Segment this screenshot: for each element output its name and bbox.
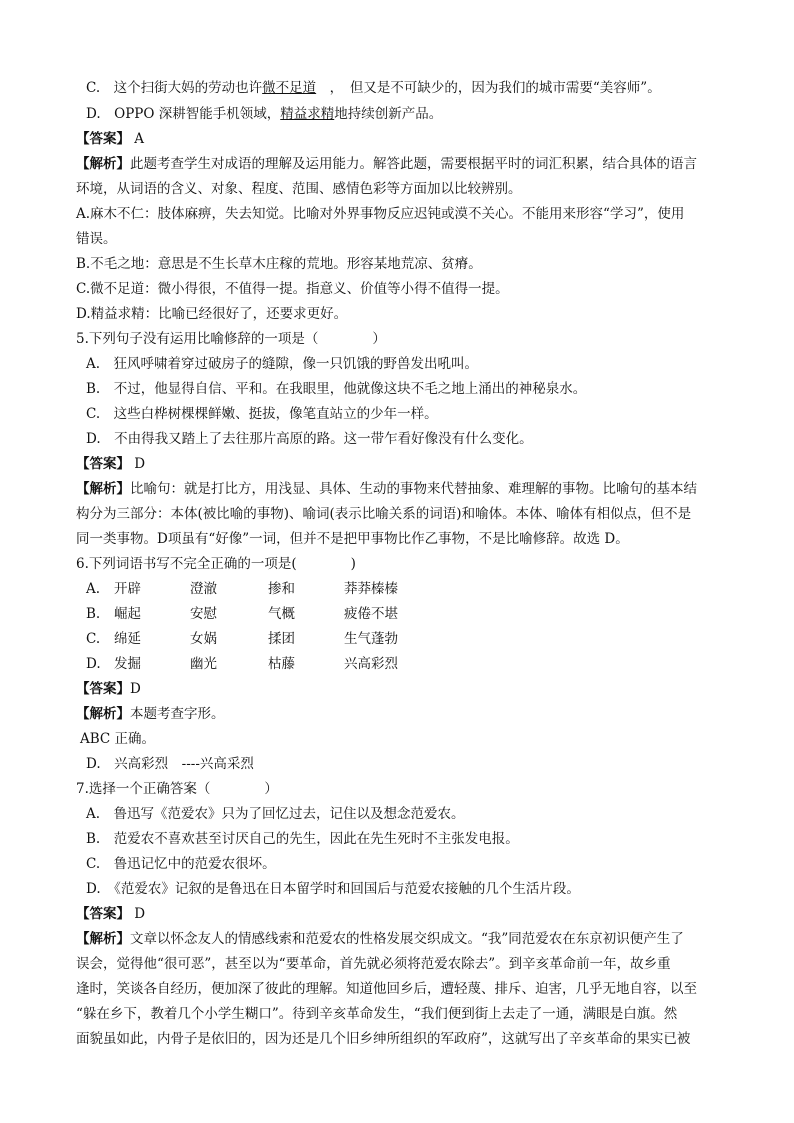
q7-analysis-line-1: 【解析】文章以怀念友人的情感线索和范爱农的性格发展交织成文。“我”同范爱农在东京初识便产生了 xyxy=(76,931,684,947)
q4-option-c: C. 这个扫街大妈的劳动也许微不足道 ， 但又是不可缺少的，因为我们的城市需要“美容师”。 xyxy=(86,80,661,96)
q6-word: 揉团 xyxy=(268,631,295,647)
q7-option-b: B. 范爱农不喜欢甚至讨厌自己的先生，因此在先生死时不主张发电报。 xyxy=(86,831,519,847)
q4-explain-c: C.微不足道：微小得很，不值得一提。指意义、价值等小得不值得一提。 xyxy=(76,281,509,297)
q6-note-2: D. 兴高彩烈 ----兴高采烈 xyxy=(86,756,254,772)
q6-word: 兴高彩烈 xyxy=(344,656,398,672)
q6-word: 莽莽榛榛 xyxy=(344,581,398,597)
q6-row-label: C. xyxy=(86,631,101,647)
q6-word: 安慰 xyxy=(190,606,217,622)
q6-word: 发掘 xyxy=(114,656,141,672)
q6-word: 绵延 xyxy=(114,631,141,647)
q4-analysis-line-1: 【解析】此题考查学生对成语的理解及运用能力。解答此题，需要根据平时的词汇积累，结合具体的语言 xyxy=(76,156,697,172)
q6-word: 崛起 xyxy=(114,606,141,622)
q5-answer: 【答案】 D xyxy=(76,456,146,472)
q6-row-label: A. xyxy=(86,581,101,597)
q4-answer: 【答案】 A xyxy=(76,131,145,147)
q7-analysis-line-5: 面貌虽如此，内骨子是依旧的，因为还是几个旧乡绅所组织的军政府”，这就写出了辛亥革命的果实已被 xyxy=(76,1031,691,1047)
q7-analysis-line-2: 误会，觉得他“很可恶”，甚至以为“要革命，首先就必须将范爱农除去”。到辛亥革命前一年，故乡重 xyxy=(76,956,671,972)
q6-word: 掺和 xyxy=(268,581,295,597)
q6-word: 疲倦不堪 xyxy=(344,606,398,622)
q4-analysis-line-2: 环境，从词语的含义、对象、程度、范围、感情色彩等方面加以比较辨别。 xyxy=(76,181,522,197)
q6-row-label: B. xyxy=(86,606,101,622)
q5-analysis-line-3: 同一类事物。D项虽有“好像”一词，但并不是把甲事物比作乙事物，不是比喻修辞。故选 D。 xyxy=(76,531,629,547)
q5-option-d: D. 不由得我又踏上了去往那片高原的路。这一带乍看好像没有什么变化。 xyxy=(86,431,533,447)
q6-word: 女娲 xyxy=(190,631,217,647)
q4-option-d-idiom: 精益求精 xyxy=(280,106,335,122)
q4-explain-a-2: 错误。 xyxy=(76,231,117,247)
q7-stem: 7.选择一个正确答案（ ） xyxy=(76,781,278,797)
q7-answer: 【答案】 D xyxy=(76,906,146,922)
q7-option-d: D. 《范爱农》记叙的是鲁迅在日本留学时和回国后与范爱农接触的几个生活片段。 xyxy=(86,881,580,897)
q5-option-c: C. 这些白桦树棵棵鲜嫩、挺拔，像笔直站立的少年一样。 xyxy=(86,406,438,422)
q7-option-a: A. 鲁迅写《范爱农》只为了回忆过去，记住以及想念范爱农。 xyxy=(86,806,465,822)
q6-word: 开辟 xyxy=(114,581,141,597)
q6-answer: 【答案】D xyxy=(76,681,141,697)
q7-analysis-line-3: 逢时，笑谈各自经历，便加深了彼此的理解。知道他回乡后，遭轻蔑、排斥、迫害，几乎无地自容，以至 xyxy=(76,981,697,997)
q6-note-1: ABC 正确。 xyxy=(80,731,156,747)
q4-option-c-idiom: 微不足道 xyxy=(262,80,317,96)
q7-analysis-line-4: “躲在乡下，教着几个小学生糊口”。待到辛亥革命发生，“我们便到街上去走了一通，满眼是白旗。然 xyxy=(76,1006,678,1022)
q6-word: 生气蓬勃 xyxy=(344,631,398,647)
q6-row-label: D. xyxy=(86,656,101,672)
q5-option-b: B. 不过，他显得自信、平和。在我眼里，他就像这块不毛之地上涌出的神秘泉水。 xyxy=(86,381,587,397)
q6-word: 澄澈 xyxy=(190,581,217,597)
q4-explain-b: B.不毛之地：意思是不生长草木庄稼的荒地。形容某地荒凉、贫瘠。 xyxy=(76,256,482,272)
q6-word: 气概 xyxy=(268,606,295,622)
q6-word: 幽光 xyxy=(190,656,217,672)
q6-word: 枯藤 xyxy=(268,656,295,672)
q6-stem: 6.下列词语书写不完全正确的一项是( ) xyxy=(76,556,356,572)
q5-stem: 5.下列句子没有运用比喻修辞的一项是（ ） xyxy=(76,331,386,347)
q4-option-d: D. OPPO 深耕智能手机领域，精益求精地持续创新产品。 xyxy=(86,106,443,122)
q7-option-c: C. 鲁迅记忆中的范爱农很坏。 xyxy=(86,856,276,872)
q5-analysis-line-2: 构分为三部分：本体(被比喻的事物)、喻词(表示比喻关系的词语)和喻体。本体、喻体有相似点，但不是 xyxy=(76,506,692,522)
q4-explain-d: D.精益求精：比喻已经很好了，还要求更好。 xyxy=(76,306,348,322)
q4-explain-a-1: A.麻木不仁：肢体麻痹，失去知觉。比喻对外界事物反应迟钝或漠不关心。不能用来形容“学习”，使用 xyxy=(76,206,685,222)
q5-option-a: A. 狂风呼啸着穿过破房子的缝隙，像一只饥饿的野兽发出吼叫。 xyxy=(86,356,479,372)
q5-analysis-line-1: 【解析】比喻句：就是打比方，用浅显、具体、生动的事物来代替抽象、难理解的事物。比喻句的基本结 xyxy=(76,481,697,497)
q6-analysis-line-1: 【解析】本题考查字形。 xyxy=(76,706,225,722)
